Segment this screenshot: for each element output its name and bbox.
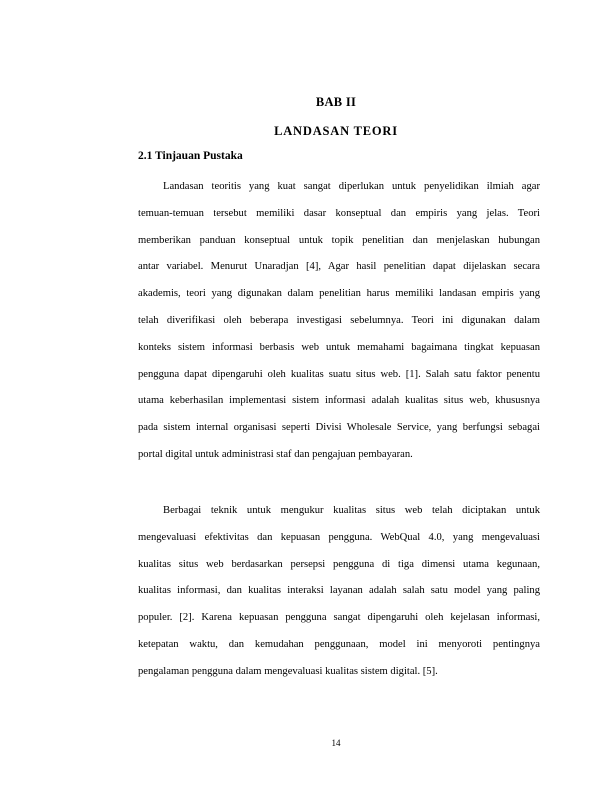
chapter-title: LANDASAN TEORI [274, 124, 398, 138]
paragraph-line: antar variabel. Menurut Unaradjan [4], Agar hasil penelitian dapat dijelaskan secara [138, 261, 540, 273]
paragraph-1 [138, 174, 540, 469]
chapter-label: BAB II [315, 95, 357, 109]
paragraph-2 [138, 498, 540, 686]
paragraph-line: utama keberhasilan implementasi sistem informasi adalah kualitas situs web, khususnya [138, 395, 540, 407]
paragraph-line: telah diverifikasi oleh beberapa investigasi sebelumnya. Teori ini digunakan dalam [138, 314, 540, 326]
paragraph-line: Berbagai teknik untuk mengukur kualitas situs web telah diciptakan untuk [163, 505, 540, 516]
paragraph-line: pada sistem internal organisasi seperti Divisi Wholesale Service, yang berfungsi sebagai [138, 422, 540, 434]
paragraph-line: populer. [2]. Karena kepuasan pengguna sangat dipengaruhi oleh kejelasan informasi, [138, 612, 540, 624]
paragraph-line: konteks sistem informasi berbasis web untuk memahami bagaimana tingkat kepuasan [138, 341, 540, 353]
paragraph-line: pengalaman pengguna dalam mengevaluasi kualitas sistem digital. [5]. [138, 665, 438, 677]
paragraph-line: akademis, teori yang digunakan dalam penelitian harus memiliki landasan empiris yang [138, 288, 540, 300]
paragraph-line: temuan-temuan tersebut memiliki dasar konseptual dan empiris yang jelas. Teori [138, 207, 540, 219]
paragraph-line: memberikan panduan konseptual untuk topik penelitian dan menjelaskan hubungan [138, 234, 540, 246]
paragraph-line: kualitas informasi, dan kualitas interaksi layanan adalah salah satu model yang paling [138, 585, 540, 597]
paragraph-line: Landasan teoritis yang kuat sangat diperlukan untuk penyelidikan ilmiah agar [163, 181, 540, 192]
section-heading: 2.1 Tinjauan Pustaka [138, 150, 243, 162]
page-number: 14 [331, 738, 341, 748]
paragraph-line: kualitas situs web berdasarkan persepsi pengguna di tiga dimensi utama kegunaan, [138, 558, 540, 570]
paragraph-line: pengguna dapat dipengaruhi oleh kualitas suatu situs web. [1]. Salah satu faktor penentu [138, 368, 540, 380]
paragraph-line: portal digital untuk administrasi staf dan pengajuan pembayaran. [138, 448, 413, 460]
paragraph-line: mengevaluasi efektivitas dan kepuasan pengguna. WebQual 4.0, yang mengevaluasi [138, 531, 540, 543]
paragraph-line: ketepatan waktu, dan kemudahan penggunaan, model ini menyoroti pentingnya [138, 638, 540, 650]
